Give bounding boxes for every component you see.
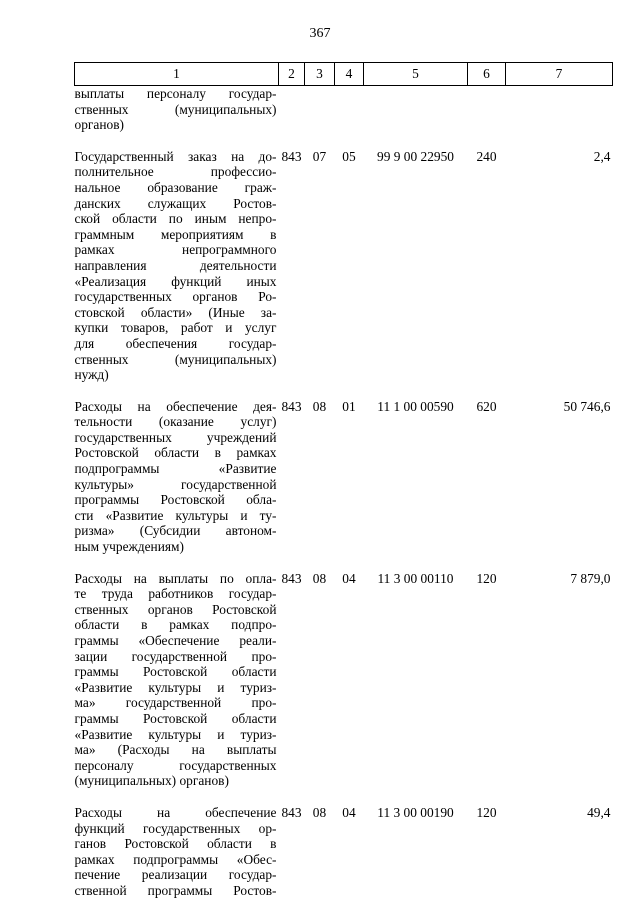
description-line: граммным мероприятиям в [74, 226, 277, 242]
description-line: Ростовской области в рамках [74, 445, 277, 461]
row-spacer [75, 383, 613, 399]
description-line: Расходы на обеспечение дея- [74, 398, 277, 414]
row-description [75, 149, 279, 383]
admin-code: 843 [281, 804, 302, 820]
amount: 7 879,0 [570, 570, 611, 586]
description-line: «Реализация функций иных [74, 273, 277, 289]
description-line: Государственный заказ на до- [74, 148, 277, 164]
subsection-code: 05 [342, 148, 356, 164]
column-header-7: 7 [506, 63, 613, 86]
subsection-code [335, 86, 364, 133]
description-line: программы Ростовской обла- [74, 492, 277, 508]
target-item-code: 11 3 00 00110 [377, 570, 454, 586]
description-line: полнительное профессио- [74, 164, 277, 180]
admin-code: 843 [281, 398, 302, 414]
section-code [305, 86, 335, 133]
subsection-code: 01 [342, 398, 356, 414]
description-line: Расходы на выплаты по опла- [74, 570, 277, 586]
description-line: государственных учреждений [74, 429, 277, 445]
description-line: нужд) [74, 367, 109, 383]
description-line: стовской области» (Иные за- [74, 304, 277, 320]
row-spacer [75, 555, 613, 571]
column-header-5: 5 [364, 63, 468, 86]
description-line: ственных (муниципальных) [74, 101, 277, 117]
description-line: направления деятельности [74, 257, 277, 273]
description-line: Расходы на обеспечение [74, 804, 277, 820]
description-line: области в рамках подпро- [74, 617, 277, 633]
description-line: персоналу государственных [74, 757, 277, 773]
target-item-code: 11 1 00 00590 [377, 398, 454, 414]
description-line: ганов Ростовской области в [74, 836, 277, 852]
row-spacer-cell [75, 789, 613, 805]
description-line: культуры» государственной [74, 476, 277, 492]
expense-type-code: 120 [476, 570, 497, 586]
table-row [75, 399, 613, 555]
description-line: данских служащих Ростов- [74, 195, 277, 211]
section-code: 08 [312, 804, 327, 820]
description-line: функций государственных ор- [74, 820, 277, 836]
table-row [75, 571, 613, 789]
description-line: печение реализации государ- [74, 867, 277, 883]
column-header-4: 4 [335, 63, 364, 86]
table-row [75, 149, 613, 383]
amount: 2,4 [593, 148, 611, 164]
column-header-1: 1 [75, 63, 279, 86]
row-spacer-cell [75, 133, 613, 149]
column-header-3: 3 [305, 63, 335, 86]
expense-type-code: 240 [476, 148, 497, 164]
description-line: ственных органов Ростовской [74, 601, 277, 617]
description-line: для обеспечения государ- [74, 335, 277, 351]
subsection-code: 04 [342, 570, 356, 586]
column-header-2: 2 [279, 63, 305, 86]
row-spacer [75, 133, 613, 149]
row-description [75, 399, 279, 555]
description-line: тельности (оказание услуг) [74, 414, 277, 430]
description-line: (муниципальных) органов) [74, 773, 229, 789]
description-line: государственных органов Ро- [74, 289, 277, 305]
row-spacer [75, 789, 613, 805]
description-line: граммы «Обеспечение реали- [74, 633, 277, 648]
target-item-code: 99 9 00 22950 [377, 148, 454, 164]
description-line: «Развитие культуры и туриз- [74, 679, 277, 695]
expense-type-code [468, 86, 506, 133]
page-number: 367 [309, 26, 331, 41]
description-line: органов) [74, 117, 124, 133]
description-line: выплаты персоналу государ- [74, 86, 277, 101]
description-line: подпрограммы «Развитие [74, 461, 277, 477]
description-line: ственных (муниципальных) [74, 351, 277, 367]
description-line: рамках подпрограммы «Обес- [74, 851, 277, 867]
admin-code: 843 [281, 570, 302, 586]
description-line: ным учреждениям) [74, 539, 184, 555]
table-header-row [75, 63, 613, 86]
description-line: граммы Ростовской области [74, 664, 277, 680]
description-line: ризма» (Субсидии автоном- [74, 523, 277, 539]
section-code: 07 [312, 148, 327, 164]
row-description [75, 571, 279, 789]
description-line: «Развитие культуры и туриз- [74, 726, 277, 742]
description-line: сти «Развитие культуры и ту- [74, 507, 277, 523]
section-code: 08 [312, 570, 327, 586]
description-line: те труда работников государ- [74, 586, 277, 602]
description-line: ма» (Расходы на выплаты [74, 742, 277, 758]
target-item-code [364, 86, 468, 133]
row-spacer-cell [75, 383, 613, 399]
description-line: купки товаров, работ и услуг [74, 320, 277, 336]
row-description [75, 805, 279, 899]
admin-code: 843 [281, 148, 302, 164]
expense-type-code: 120 [476, 804, 497, 820]
expense-type-code: 620 [476, 398, 497, 414]
description-line: рамках непрограммного [74, 242, 277, 258]
column-header-6: 6 [468, 63, 506, 86]
section-code: 08 [312, 398, 327, 414]
description-line: ма» государственной про- [74, 695, 277, 711]
amount: 49,4 [587, 804, 611, 820]
row-spacer-cell [75, 555, 613, 571]
row-description [75, 86, 279, 133]
description-line: зации государственной про- [74, 648, 277, 664]
target-item-code: 11 3 00 00190 [377, 804, 454, 820]
description-line: ской области по иным непро- [74, 211, 277, 227]
table-body [75, 86, 613, 899]
table-row [75, 86, 613, 133]
table-row [75, 805, 613, 899]
amount [506, 86, 613, 133]
subsection-code: 04 [342, 804, 356, 820]
description-line: ственной программы Ростов- [74, 882, 277, 898]
budget-table [74, 62, 613, 899]
description-line: нальное образование граж- [74, 179, 277, 195]
admin-code [279, 86, 305, 133]
description-line: граммы Ростовской области [74, 710, 277, 726]
amount: 50 746,6 [563, 398, 611, 414]
